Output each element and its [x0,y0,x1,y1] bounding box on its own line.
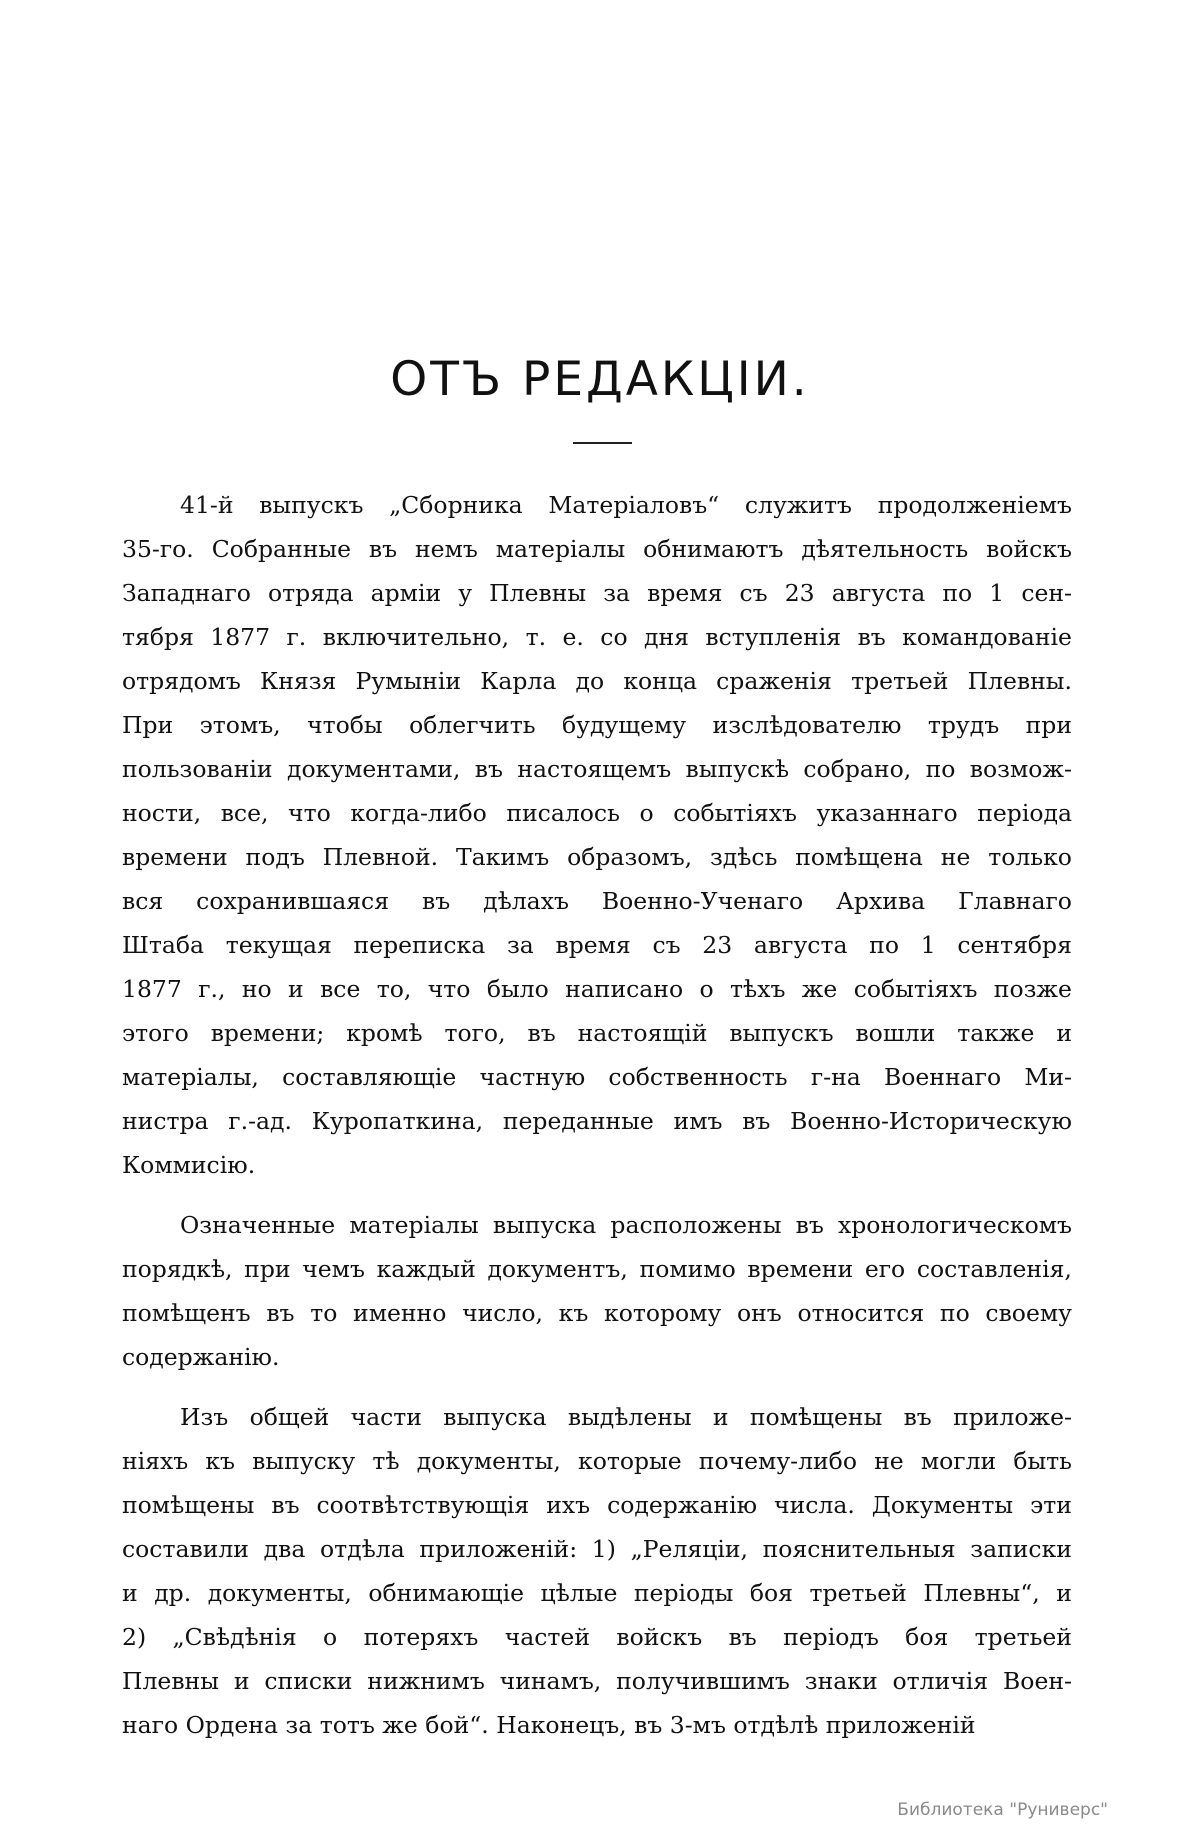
text-line: пользованіи документами, въ настоящемъ выпускѣ собрано, по возмож- [122,755,1072,783]
text-line: нистра г.-ад. Куропаткина, переданные имъ въ Военно-Историческую [122,1107,1072,1135]
text-line: Западнаго отряда арміи у Плевны за время съ 23 августа по 1 сен- [122,579,1072,607]
library-watermark: Библиотека "Руниверс" [897,1800,1108,1820]
text-line: отрядомъ Князя Румыніи Карла до конца сраженія третьей Плевны. [122,667,1072,695]
text-line: этого времени; кромѣ того, въ настоящій выпускъ вошли также и [122,1019,1072,1047]
paragraph [122,1203,1072,1379]
text-line: При этомъ, чтобы облегчить будущему изслѣдователю трудъ при [122,711,1072,739]
text-line: составили два отдѣла приложеній: 1) „Реляціи, пояснительныя записки [122,1535,1072,1563]
text-line: вся сохранившаяся въ дѣлахъ Военно-Ученаго Архива Главнаго [122,887,1072,915]
text-line: Штаба текущая переписка за время съ 23 августа по 1 сентября [122,931,1072,959]
text-line: матеріалы, составляющіе частную собственность г-на Военнаго Ми- [122,1063,1072,1091]
paragraph [122,1395,1072,1747]
text-line: Означенные матеріалы выпуска расположены въ хронологическомъ [180,1211,1072,1239]
text-line: ности, все, что когда-либо писалось о событіяхъ указаннаго періода [122,799,1072,827]
text-line: наго Ордена за тотъ же бой“. Наконецъ, въ 3-мъ отдѣлѣ приложеній [122,1711,976,1739]
page-title: ОТЪ РЕДАКЦІИ. [390,352,810,407]
document-body [122,483,1072,1747]
text-line: и др. документы, обнимающіе цѣлые періоды боя третьей Плевны“, и [122,1579,1072,1607]
text-line: помѣщенъ въ то именно число, къ которому онъ относится по своему [122,1299,1072,1327]
text-line: тября 1877 г. включительно, т. е. со дня вступленія въ командованіе [122,623,1072,651]
text-line: Плевны и списки нижнимъ чинамъ, получившимъ знаки отличія Воен- [122,1667,1072,1695]
text-line: Коммисію. [122,1151,256,1179]
text-line: Изъ общей части выпуска выдѣлены и помѣщены въ приложе- [180,1403,1072,1431]
text-line: помѣщены въ соотвѣтствующія ихъ содержанію числа. Документы эти [122,1491,1072,1519]
paragraph [122,483,1072,1187]
title-divider [573,442,632,444]
text-line: содержанію. [122,1343,280,1371]
text-line: времени подъ Плевной. Такимъ образомъ, здѣсь помѣщена не только [122,843,1072,871]
text-line: порядкѣ, при чемъ каждый документъ, помимо времени его составленія, [122,1255,1072,1283]
text-line: 41-й выпускъ „Сборника Матеріаловъ“ служитъ продолженіемъ [180,491,1072,519]
text-line: ніяхъ къ выпуску тѣ документы, которые почему-либо не могли быть [122,1447,1072,1475]
text-line: 35-го. Собранные въ немъ матеріалы обнимаютъ дѣятельность войскъ [122,535,1072,563]
text-line: 2) „Свѣдѣнія о потеряхъ частей войскъ въ періодъ боя третьей [122,1623,1072,1651]
text-line: 1877 г., но и все то, что было написано о тѣхъ же событіяхъ позже [122,975,1072,1003]
